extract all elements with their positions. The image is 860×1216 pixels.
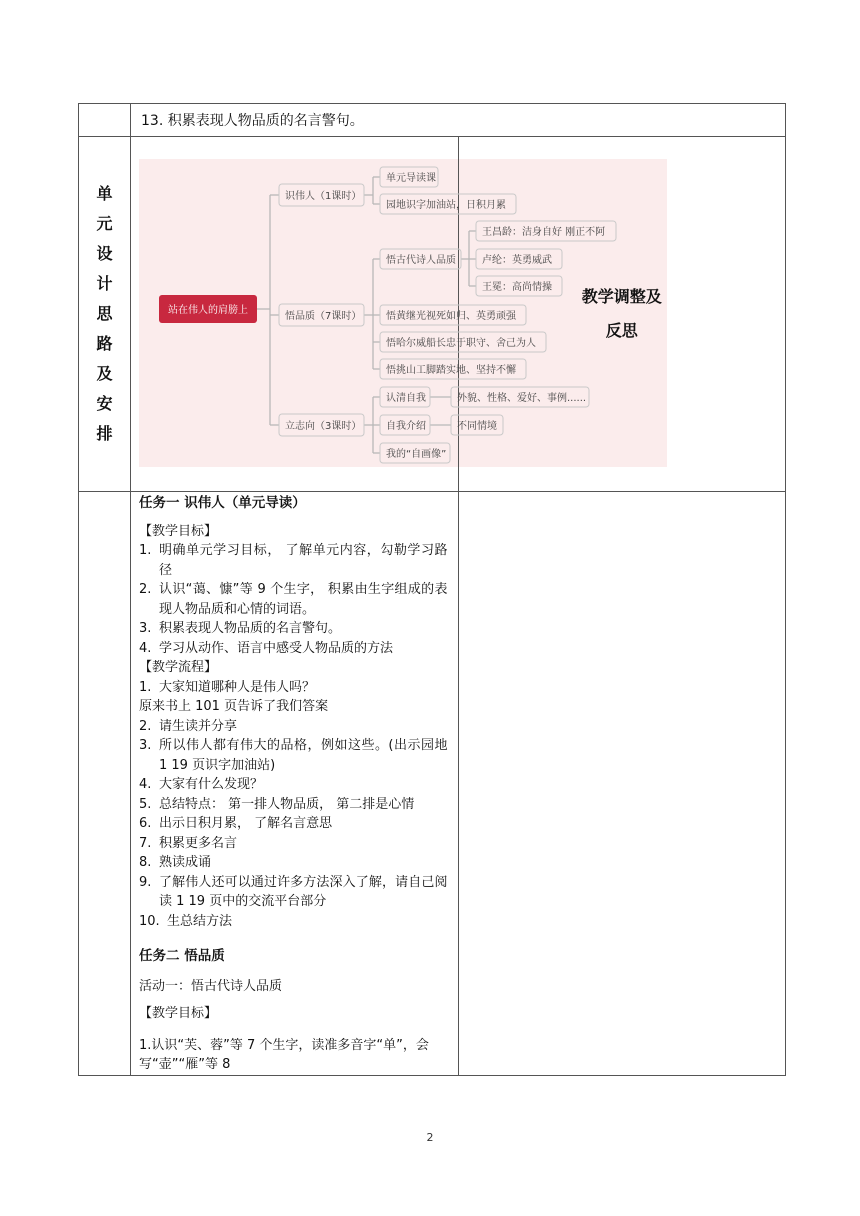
svg-text:悟挑山工脚踏实地、坚持不懈: 悟挑山工脚踏实地、坚持不懈: [386, 365, 516, 376]
reflection-cell: [458, 492, 786, 1076]
lesson-plan-table: [78, 103, 786, 1076]
goal-13-text: 13. 积累表现人物品质的名言警句。: [141, 113, 364, 129]
task-content-cell: [131, 492, 459, 1076]
svg-text:自我介绍: 自我介绍: [386, 421, 426, 432]
task1-goal-header: 【教学目标】: [139, 523, 218, 539]
reflection-label-line: 教学调整及: [581, 287, 662, 306]
branch-label: 识伟人（1课时）: [285, 191, 362, 202]
svg-text:王昌龄：洁身自好 刚正不阿: 王昌龄：洁身自好 刚正不阿: [482, 227, 606, 238]
empty-cell: [79, 492, 131, 1076]
task2-goal-header: 【教学目标】: [139, 1006, 218, 1021]
task1-flow-header: 【教学流程】: [139, 660, 218, 675]
mindmap-branch-quality: [279, 304, 364, 326]
side-label-line: 单元: [96, 184, 113, 233]
list-item: 4. 学习从动作、语言中感受人物品质的方法: [139, 640, 394, 656]
side-label-line: 思路: [96, 304, 113, 353]
side-label-line: 及安: [96, 364, 113, 413]
mindmap-cell: [131, 137, 606, 492]
mindmap-node: [380, 387, 430, 407]
flow-note: 原来书上 101 页告诉了我们答案: [139, 699, 329, 714]
page-number: 2: [426, 1131, 434, 1144]
list-item: 5. 总结特点： 第一排人物品质， 第二排是心情: [139, 796, 415, 812]
mindmap-node: [380, 443, 450, 463]
task2-title: 任务二 悟品质: [139, 948, 225, 964]
branch-label: 悟品质（7课时）: [285, 311, 362, 322]
svg-text:卢纶：英勇威武: 卢纶：英勇威武: [482, 255, 552, 266]
empty-cell: [79, 104, 131, 137]
list-item: 3. 所以伟人都有伟大的品格，例如这些。(出示园地 1 19 页识字加油站): [139, 738, 448, 773]
svg-text:悟黄继光视死如归、英勇顽强: 悟黄继光视死如归、英勇顽强: [386, 311, 516, 322]
list-item: 8. 熟读成诵: [139, 855, 212, 870]
list-item: 1. 明确单元学习目标， 了解单元内容，勾勒学习路径: [139, 543, 448, 578]
table-row-unit-design: [79, 137, 786, 492]
list-item: 2. 认识“蔼、慷”等 9 个生字， 积累由生字组成的表现人物品质和心情的词语。: [139, 582, 448, 617]
list-item: 4. 大家有什么发现？: [139, 777, 264, 792]
svg-text:不同情境: 不同情境: [457, 421, 497, 432]
task2-activity: 活动一：悟古代诗人品质: [139, 978, 283, 994]
task1-title: 任务一 识伟人（单元导读）: [139, 495, 306, 511]
side-label-line: 排: [96, 424, 113, 443]
task2-first-goal: 1.认识“芙、蓉”等 7 个生字，读准多音字“单”，会写“壶”“雁”等 8: [139, 1037, 429, 1072]
table-row-goal-13: [79, 104, 786, 137]
list-item: 1. 大家知道哪种人是伟人吗？: [139, 679, 316, 695]
branch-label: 立志向（3课时）: [285, 421, 362, 432]
mindmap-branch-aspiration: [279, 414, 364, 436]
unit-design-label: [79, 137, 131, 492]
svg-text:认清自我: 认清自我: [386, 393, 426, 404]
side-label-line: 设计: [96, 244, 113, 293]
svg-text:王冕：高尚情操: 王冕：高尚情操: [482, 282, 552, 293]
list-item: 3. 积累表现人物品质的名言警句。: [139, 621, 342, 636]
list-item: 9. 了解伟人还可以通过许多方法深入了解，请自己阅读 1 19 页中的交流平台部分: [139, 874, 448, 909]
svg-text:悟哈尔威船长忠于职守、舍己为人: 悟哈尔威船长忠于职守、舍己为人: [386, 338, 536, 349]
svg-text:外貌、性格、爱好、事例......: 外貌、性格、爱好、事例......: [457, 393, 587, 404]
list-item: 2. 请生读并分享: [139, 718, 238, 734]
table-row-tasks: [79, 492, 786, 1076]
svg-text:悟古代诗人品质: 悟古代诗人品质: [386, 255, 456, 266]
reflection-label-line: 反思: [605, 321, 638, 340]
svg-text:单元导读课: 单元导读课: [386, 173, 436, 184]
mindmap-node: [380, 415, 430, 435]
mindmap-root-label: 站在伟人的肩膀上: [168, 305, 248, 316]
mindmap-node: [380, 249, 461, 269]
svg-text:园地识字加油站，日积月累: 园地识字加油站，日积月累: [386, 200, 506, 211]
mindmap-branch-identify: [279, 184, 364, 206]
list-item: 10. 生总结方法: [139, 913, 233, 929]
list-item: 6. 出示日积月累， 了解名言意思: [139, 816, 333, 831]
mindmap-node: [380, 167, 438, 187]
svg-text:我的“自画像”: 我的“自画像”: [386, 449, 447, 460]
goal-13-cell: [131, 104, 786, 137]
list-item: 7. 积累更多名言: [139, 835, 238, 851]
